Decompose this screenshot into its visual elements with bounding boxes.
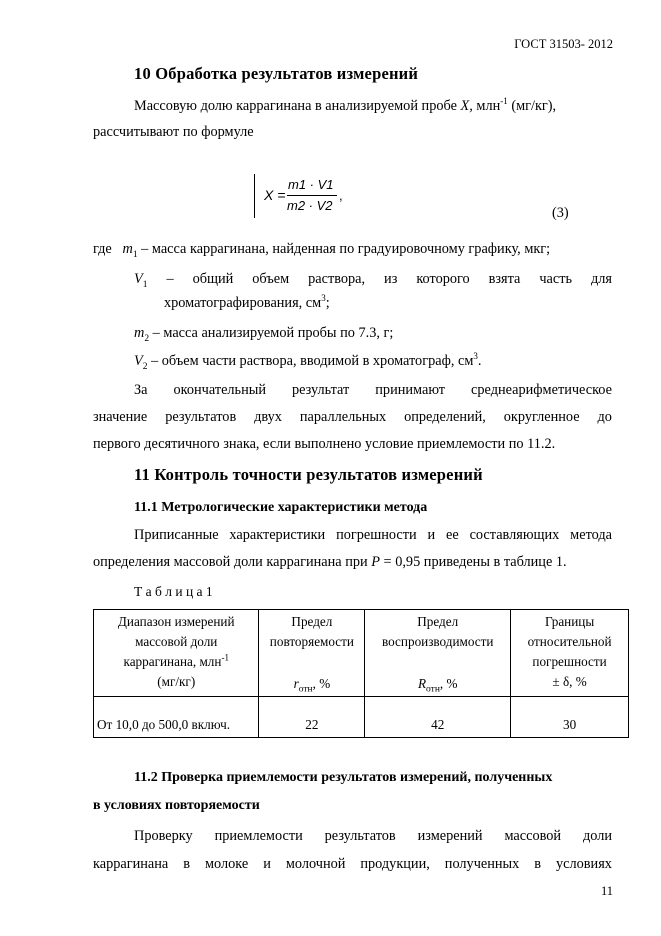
- document-code: ГОСТ 31503- 2012: [514, 37, 613, 51]
- page-number: 11: [600, 884, 613, 898]
- table-1: [93, 609, 629, 738]
- section-10-title: 10 Обработка результатов измерений: [134, 64, 419, 83]
- definition-v1-continued: хроматографирования, $см^3$;: [164, 293, 330, 311]
- definition-m1: где $m_1$ – масса каррагинана, найденная по градуировочному графику, мкг;: [93, 241, 551, 260]
- definition-m2: $m_2$ – масса анализируемой пробы по 7.3, г;: [134, 325, 394, 344]
- table-cell-range: От 10,0 до 500,0 включ.: [94, 697, 259, 738]
- paragraph-characteristics-l2: определения массовой доли каррагинана при P = 0,95 приведены в таблице 1.: [93, 554, 567, 570]
- table-caption: Т а б л и ц а 1: [134, 584, 213, 599]
- paragraph-formula-intro: рассчитывают по формуле: [93, 124, 254, 140]
- table-header-reproducibility: Предел воспроизводимости $R_{отн}$, %: [365, 610, 511, 697]
- table-header-error-bounds: Границы относительной погрешности ± δ, %: [511, 610, 629, 697]
- section-11-2-title-l2: в условиях повторяемости: [93, 798, 260, 813]
- table-row: [94, 697, 629, 738]
- table-cell-R: 42: [365, 697, 511, 738]
- formula-denominator: m2 · V2: [287, 198, 333, 213]
- table-header-row: [94, 610, 629, 697]
- paragraph-characteristics-l1: Приписанные характеристики погрешности и ее составляющих метода: [134, 527, 612, 543]
- paragraph-final-result-l1: За окончательный результат принимают среднеарифметическое: [134, 382, 612, 398]
- section-11-2-title-l1: 11.2 Проверка приемлемости результатов измерений, полученных: [134, 770, 553, 785]
- paragraph-acceptability-l1: Проверку приемлемости результатов измерений массовой доли: [134, 828, 612, 844]
- table-header-repeatability: Предел повторяемости $r_{отн}$, %: [259, 610, 365, 697]
- section-11-1-title: 11.1 Метрологические характеристики метода: [134, 500, 428, 515]
- paragraph-acceptability-l2: каррагинана в молоке и молочной продукции, полученных в условиях: [93, 856, 612, 872]
- section-11-title: 11 Контроль точности результатов измерений: [134, 465, 483, 484]
- table-cell-r: 22: [259, 697, 365, 738]
- definition-v1: $V_1$ – общий объем раствора, из которого взята часть для: [134, 271, 612, 290]
- paragraph-mass-fraction: Массовую долю каррагинана в анализируемой пробе X, млн$^{-1}$ (мг/кг),: [134, 96, 557, 114]
- formula-numerator: m1 · V1: [288, 177, 334, 192]
- paragraph-final-result-l2: значение результатов двух параллельных определений, округленное до: [93, 409, 612, 425]
- table-header-range: Диапазон измерений массовой доли каррагинана, млн$^{-1}$ (мг/кг): [94, 610, 259, 697]
- formula-3: X = m1 · V1 m2 · V2 ,: [254, 174, 374, 220]
- table-cell-delta: 30: [511, 697, 629, 738]
- paragraph-final-result-l3: первого десятичного знака, если выполнено условие приемлемости по 11.2.: [93, 436, 556, 452]
- formula-number: (3): [552, 205, 569, 221]
- definition-v2: $V_2$ – объем части раствора, вводимой в хроматограф, $см^3$.: [134, 351, 482, 372]
